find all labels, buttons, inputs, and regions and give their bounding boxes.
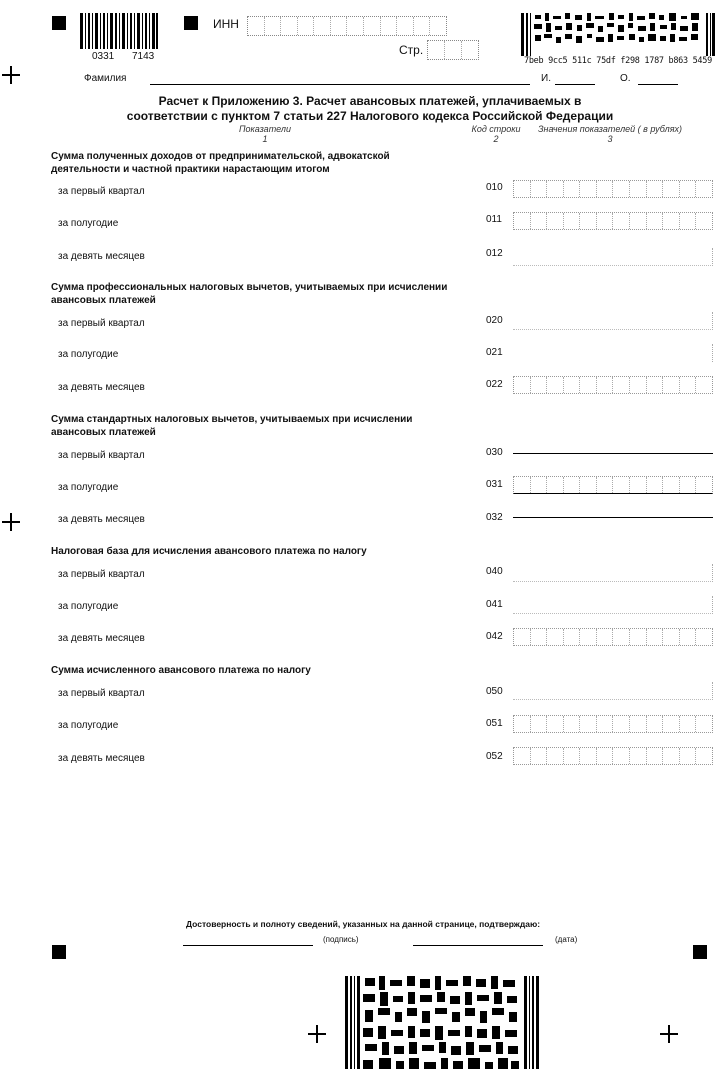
row-label-010: за первый квартал <box>58 186 145 197</box>
confirmation-text: Достоверность и полноту сведений, указанных на данной странице, подтверждаю: <box>186 919 541 929</box>
row-code-010: 010 <box>486 182 503 193</box>
row-code-020: 020 <box>486 315 503 326</box>
value-field-052[interactable] <box>513 747 713 765</box>
corner-marker-top-left <box>52 16 66 30</box>
crosshair-mark-bottom-left <box>308 1025 326 1043</box>
date-label: (дата) <box>555 935 578 944</box>
row-label-052: за девять месяцев <box>58 753 145 764</box>
row-code-050: 050 <box>486 686 503 697</box>
column-header-line-code-num: 2 <box>493 134 499 144</box>
row-label-031: за полугодие <box>58 482 119 493</box>
form-title-line1: Расчет к Приложению 3. Расчет авансовых платежей, уплачиваемых в <box>158 94 582 108</box>
signature-field[interactable] <box>183 937 313 946</box>
value-field-030[interactable] <box>513 444 713 454</box>
row-label-012: за девять месяцев <box>58 251 145 262</box>
inn-label: ИНН <box>213 17 239 31</box>
crosshair-mark-top <box>2 66 20 84</box>
value-field-022[interactable] <box>513 376 713 394</box>
qr-caption: 7beb 9cc5 511c 75df f298 1787 b863 5459 <box>524 56 712 66</box>
row-code-030: 030 <box>486 447 503 458</box>
column-header-indicators: Показатели <box>239 124 291 134</box>
corner-marker-bottom-left <box>52 945 66 959</box>
row-label-022: за девять месяцев <box>58 382 145 393</box>
surname-field[interactable] <box>150 80 530 85</box>
row-code-012: 012 <box>486 248 503 259</box>
value-field-011[interactable] <box>513 212 713 230</box>
corner-marker-top-mid <box>184 16 198 30</box>
qr-code-bottom <box>345 976 539 1069</box>
column-header-values-num: 3 <box>607 134 613 144</box>
form-title <box>120 94 620 124</box>
value-field-012[interactable] <box>513 248 713 266</box>
first-initial-label: И. <box>541 73 551 84</box>
value-field-051[interactable] <box>513 715 713 733</box>
qr-code-top <box>521 13 715 56</box>
corner-marker-bottom-right <box>693 945 707 959</box>
section-title-tax-base: Налоговая база для исчисления авансового платежа по налогу <box>51 546 367 557</box>
row-code-040: 040 <box>486 566 503 577</box>
patronymic-initial-field[interactable] <box>638 80 678 85</box>
crosshair-mark-bottom-right <box>660 1025 678 1043</box>
row-label-020: за первый квартал <box>58 318 145 329</box>
page-number-label: Стр. <box>399 43 424 57</box>
value-field-010[interactable] <box>513 180 713 198</box>
row-label-030: за первый квартал <box>58 450 145 461</box>
section-title-standard-deductions: Сумма стандартных налоговых вычетов, учитываемых при исчислении авансовых платежей <box>51 414 413 438</box>
value-field-031[interactable] <box>513 476 713 494</box>
row-code-011: 011 <box>486 214 502 225</box>
patronymic-initial-label: О. <box>620 73 631 84</box>
section-title-income: Сумма полученных доходов от предпринимательской, адвокатской деятельности и частной практики нарастающим итогом <box>51 151 390 175</box>
row-code-041: 041 <box>486 599 503 610</box>
column-header-indicators-num: 1 <box>262 134 268 144</box>
surname-label: Фамилия <box>84 73 127 84</box>
row-label-051: за полугодие <box>58 720 119 731</box>
barcode-number-right: 7143 <box>132 51 155 62</box>
form-title-line2: соответствии с пунктом 7 статьи 227 Налогового кодекса Российской Федерации <box>126 109 614 123</box>
row-label-040: за первый квартал <box>58 569 145 580</box>
column-header-line-code: Код строки <box>471 124 521 134</box>
value-field-042[interactable] <box>513 628 713 646</box>
row-code-042: 042 <box>486 631 503 642</box>
date-field[interactable] <box>413 937 543 946</box>
row-code-031: 031 <box>486 479 503 490</box>
value-field-041[interactable] <box>513 596 713 614</box>
section-title-advance-payment: Сумма исчисленного авансового платежа по налогу <box>51 665 311 676</box>
value-field-032[interactable] <box>513 508 713 518</box>
signature-label: (подпись) <box>323 935 359 944</box>
row-code-022: 022 <box>486 379 503 390</box>
value-field-050[interactable] <box>513 682 713 700</box>
inn-field[interactable] <box>247 16 447 36</box>
barcode-number-left: 0331 <box>92 51 115 62</box>
row-code-032: 032 <box>486 512 503 523</box>
section-title-professional-deductions: Сумма профессиональных налоговых вычетов, учитываемых при исчислении авансовых платежей <box>51 282 448 306</box>
crosshair-mark-middle <box>2 513 20 531</box>
row-label-042: за девять месяцев <box>58 633 145 644</box>
row-code-052: 052 <box>486 751 503 762</box>
row-label-011: за полугодие <box>58 218 119 229</box>
row-label-021: за полугодие <box>58 349 119 360</box>
row-label-032: за девять месяцев <box>58 514 145 525</box>
row-code-051: 051 <box>486 718 503 729</box>
row-code-021: 021 <box>486 347 503 358</box>
column-header-values: Значения показателей ( в рублях) <box>537 124 683 134</box>
value-field-020[interactable] <box>513 312 713 330</box>
value-field-021[interactable] <box>513 344 713 362</box>
page-number-field[interactable] <box>427 40 479 60</box>
first-initial-field[interactable] <box>555 80 595 85</box>
value-field-040[interactable] <box>513 564 713 582</box>
row-label-041: за полугодие <box>58 601 119 612</box>
row-label-050: за первый квартал <box>58 688 145 699</box>
page-barcode <box>80 13 158 49</box>
